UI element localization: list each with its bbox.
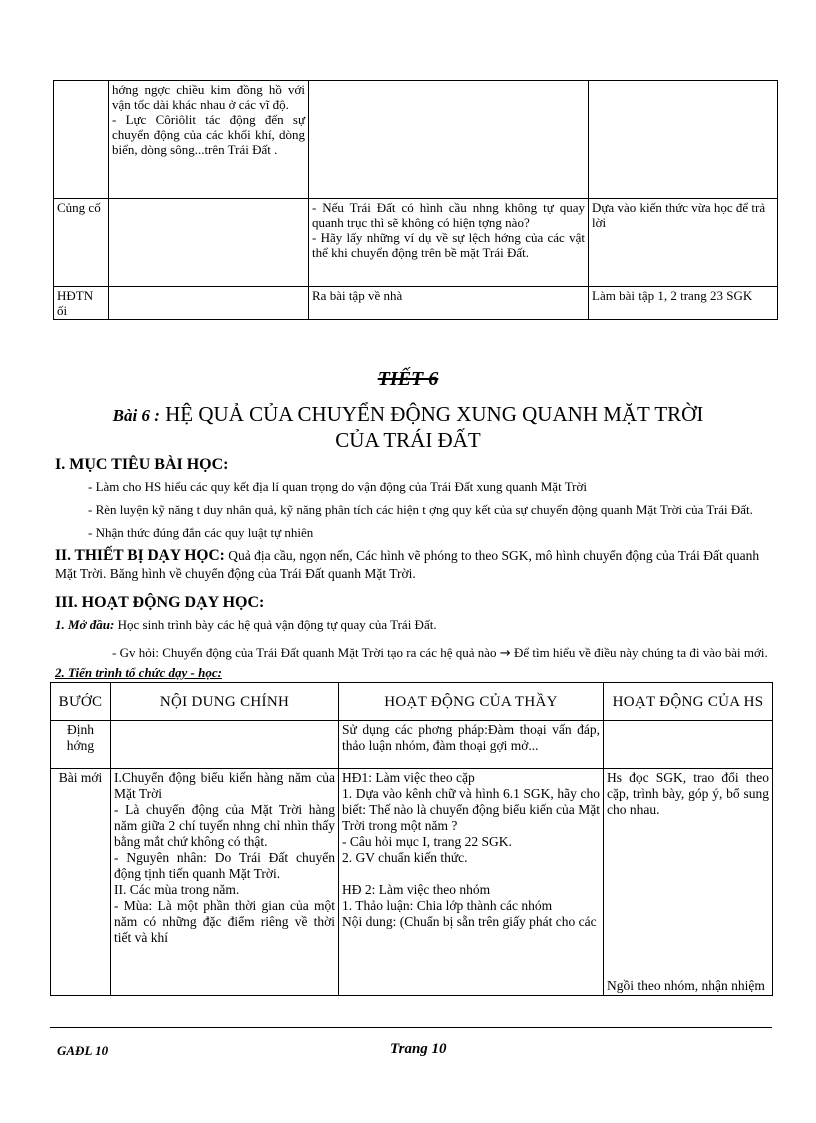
table-header-row	[51, 683, 773, 721]
content-cell	[109, 199, 309, 287]
stage-cell	[54, 81, 109, 199]
student-cell	[589, 81, 778, 199]
section-2	[55, 547, 775, 583]
top-table	[53, 80, 778, 320]
question-followup: Để tìm hiểu về điều này chúng ta đi vào bài mới.	[510, 645, 768, 660]
objective-item: - Nhận thức đúng đắn các quy luật tự nhiên	[88, 525, 314, 540]
arrow-right-icon: →	[499, 646, 511, 661]
teacher-cell: HĐ1: Làm việc theo cặp 1. Dựa vào kênh chữ và hình 6.1 SGK, hãy cho biết: Thế nào là chuyển động biểu kiến của Mặt Trời trong một năm ? - Câu hỏi mục I, trang 22 SGK. 2. GV chuẩn kiến thức. HĐ 2: Làm việc theo nhóm 1. Thảo luận: Chia lớp thành các nhóm Nội dung: (Chuẩn bị sẵn trên giấy phát cho các	[339, 769, 604, 996]
lesson-title-line1: HỆ QUẢ CỦA CHUYỂN ĐỘNG XUNG QUANH MẶT TRỜI	[159, 402, 704, 426]
student-cell	[604, 721, 773, 769]
section-2-text: Quả địa cầu, ngọn nến, Các hình vẽ phóng to theo SGK, mô hình chuyển động của Trái Đất quanh Mặt Trời. Băng hình về chuyển động của Trái Đất quanh Mặt Trời.	[55, 548, 760, 581]
section-3-1	[55, 617, 437, 633]
objective-item: - Làm cho HS hiểu các quy kết địa lí quan trọng do vận động của Trái Đất xung quanh Mặt Trời	[88, 479, 587, 494]
section-1-title: I. MỤC TIÊU BÀI HỌC:	[55, 456, 229, 473]
footer-left: GAĐL 10	[57, 1043, 109, 1058]
table-row	[54, 199, 778, 287]
stage-cell: HĐTN ối	[54, 287, 109, 320]
student-cell: Làm bài tập 1, 2 trang 23 SGK	[589, 287, 778, 320]
header-step: BƯỚC	[51, 683, 111, 721]
section-3-title: III. HOẠT ĐỘNG DẠY HỌC:	[55, 594, 265, 611]
table-row	[54, 287, 778, 320]
student-cell: Hs đọc SGK, trao đổi theo cặp, trình bày, góp ý, bổ sung cho nhau. Ngồi theo nhóm, nhận nhiệm	[604, 769, 773, 996]
table-row	[54, 81, 778, 199]
content-cell: I.Chuyển động biểu kiến hàng năm của Mặt Trời - Là chuyển động của Mặt Trời hàng năm giữa 2 chí tuyến nhng chỉ nhìn thấy bằng mắt chứ không có thật. - Nguyên nhân: Do Trái Đất chuyển động tịnh tiến quanh Mặt Trời. II. Các mùa trong năm. - Mùa: Là một phần thời gian của một năm có những đặc điểm riêng về thời tiết và khí	[111, 769, 339, 996]
table-row	[51, 721, 773, 769]
lesson-label: Bài 6 :	[112, 406, 160, 425]
header-content: NỘI DUNG CHÍNH	[111, 683, 339, 721]
section-3-1-question	[112, 645, 768, 661]
student-cell: Dựa vào kiến thức vừa học để trả lời	[589, 199, 778, 287]
section-3-2: 2. Tiến trình tổ chức dạy - học:	[55, 665, 222, 680]
section-3-1-label: 1. Mở đầu:	[55, 617, 115, 632]
header-teacher: HOẠT ĐỘNG CỦA THẦY	[339, 683, 604, 721]
lesson-number: TIẾT 6	[377, 368, 439, 390]
lesson-title	[0, 402, 816, 427]
section-3-1-text: Học sinh trình bày các hệ quả vận động tự quay của Trái Đất.	[114, 617, 437, 632]
content-cell	[109, 287, 309, 320]
lesson-title-line2: CỦA TRÁI ĐẤT	[335, 428, 481, 452]
question-text: - Gv hỏi: Chuyển động của Trái Đất quanh Mặt Trời tạo ra các hệ quả nào	[112, 645, 497, 660]
stage-cell: Định hớng	[51, 721, 111, 769]
header-student: HOẠT ĐỘNG CỦA HS	[604, 683, 773, 721]
teacher-cell: Ra bài tập về nhà	[309, 287, 589, 320]
footer-divider	[50, 1027, 772, 1028]
teacher-cell	[309, 81, 589, 199]
table-row	[51, 769, 773, 996]
page-number: Trang 10	[390, 1041, 447, 1057]
section-2-title: II. THIẾT BỊ DẠY HỌC:	[55, 547, 225, 564]
teacher-cell: Sử dụng các phơng pháp:Đàm thoại vấn đáp, thảo luận nhóm, đàm thoại gợi mở...	[339, 721, 604, 769]
main-table	[50, 682, 773, 996]
stage-cell: Bài mới	[51, 769, 111, 996]
objective-item: - Rèn luyện kỹ năng t duy nhân quả, kỹ năng phân tích các hiện t ợng quy kết của sự chuyển động quanh Mặt Trời của Trái Đất.	[88, 502, 753, 517]
content-cell	[111, 721, 339, 769]
content-cell: hớng ngợc chiều kim đồng hồ với vận tốc dài khác nhau ở các vĩ độ. - Lực Côriôlit tác động đến sự chuyển động của các khối khí, dòng biển, dòng sông...trên Trái Đất .	[109, 81, 309, 199]
stage-cell: Củng cố	[54, 199, 109, 287]
teacher-cell: - Nếu Trái Đất có hình cầu nhng không tự quay quanh trục thì sẽ không có hiện tợng nào? - Hãy lấy những ví dụ về sự lệch hớng của các vật thể khi chuyển động trên bề mặt Trái Đất.	[309, 199, 589, 287]
